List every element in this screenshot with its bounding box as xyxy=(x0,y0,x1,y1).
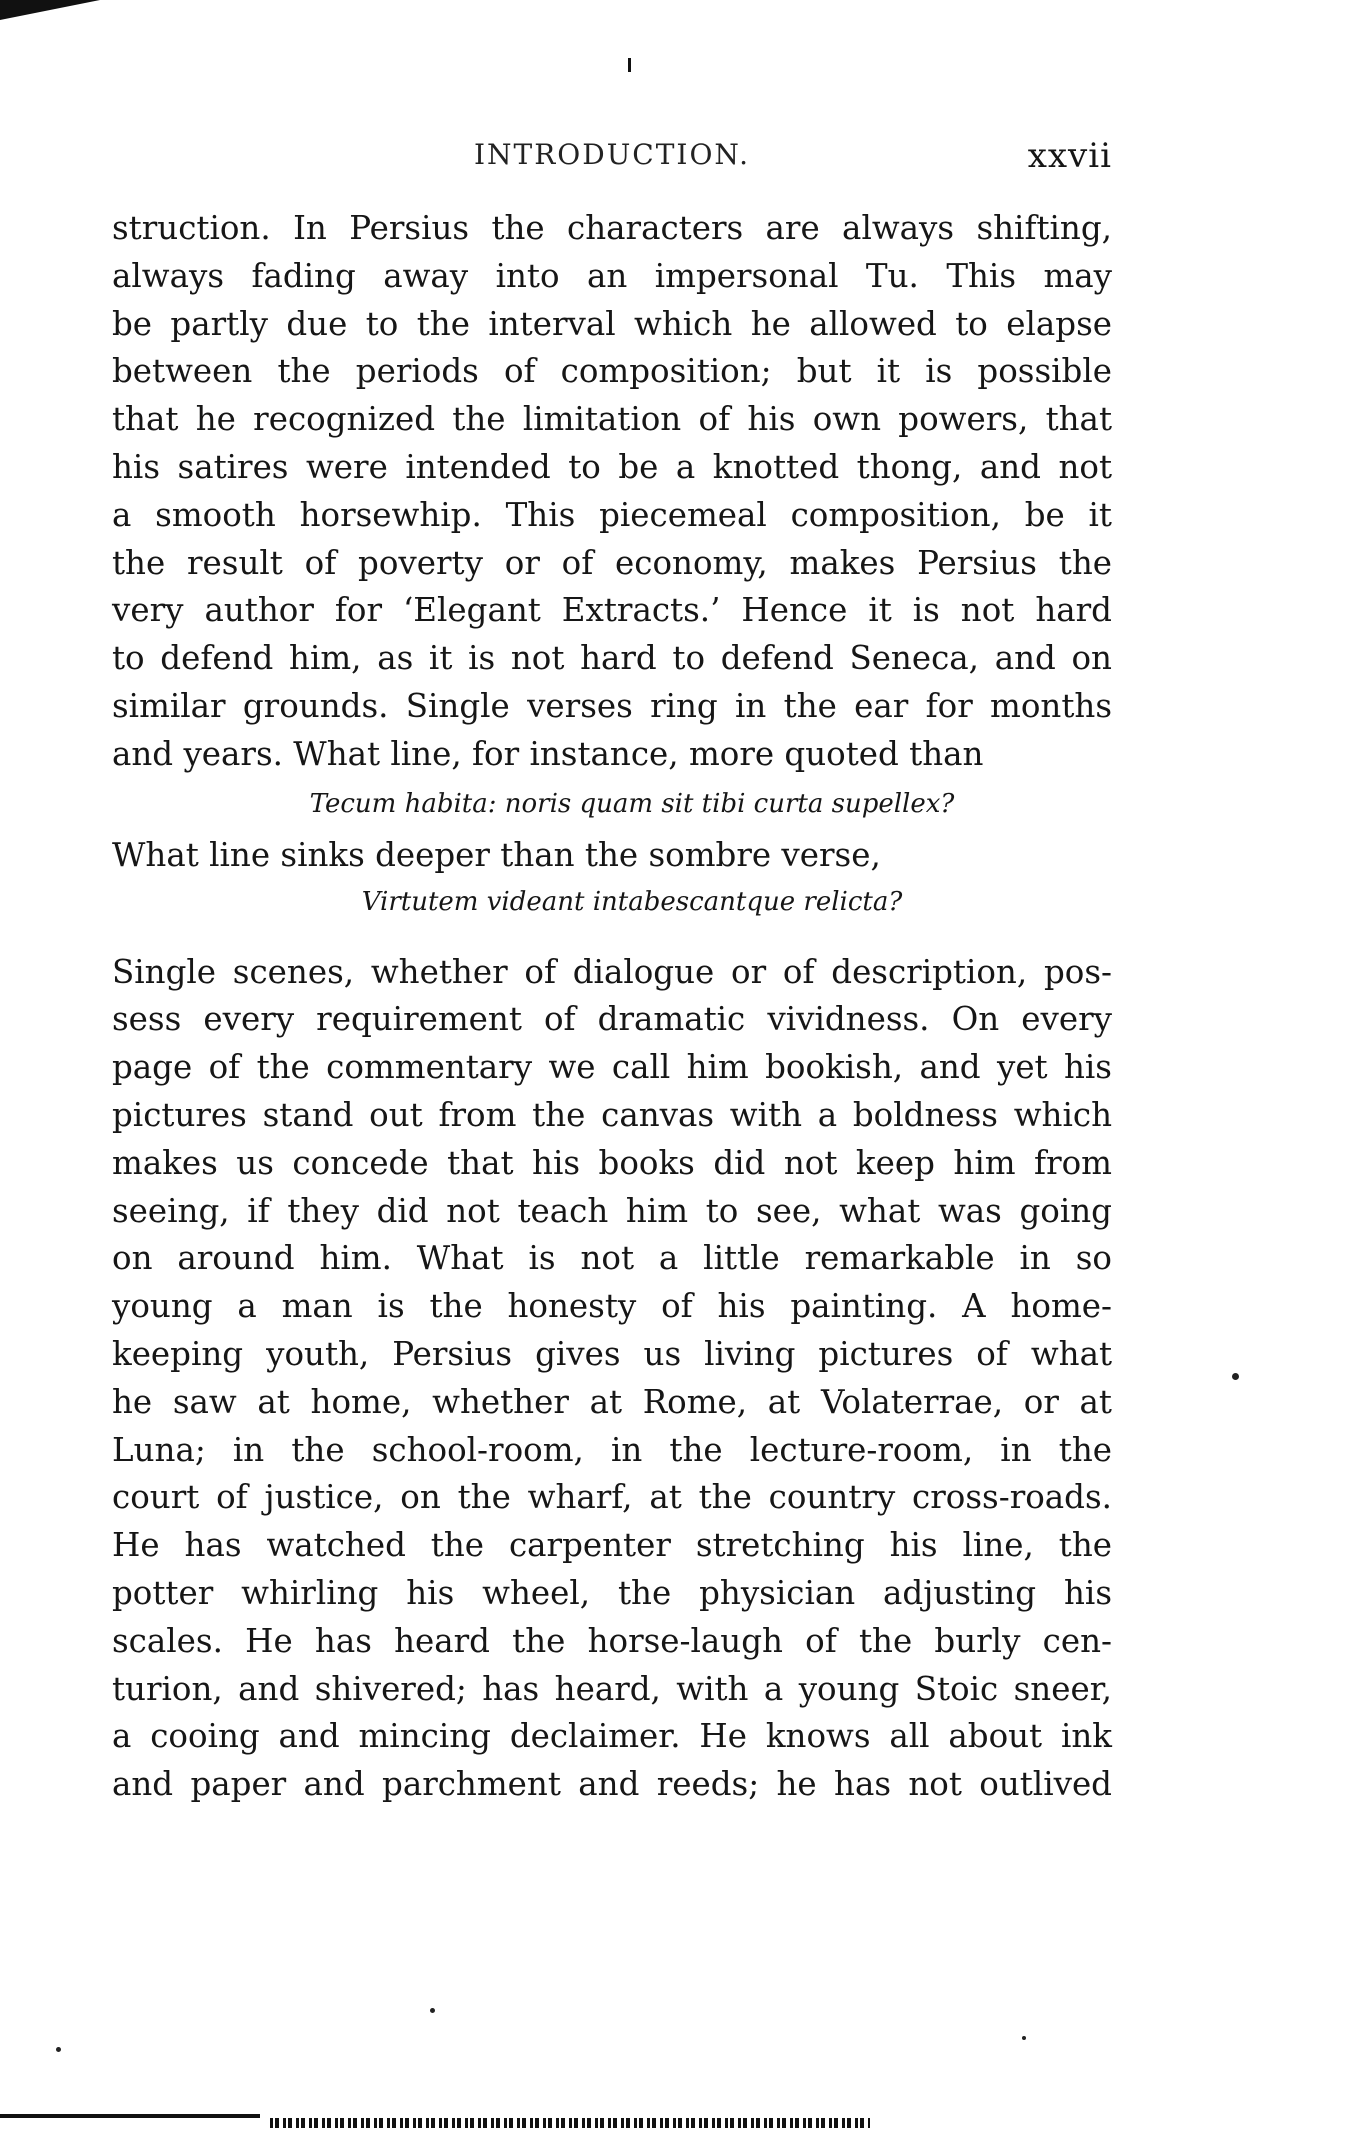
text-line: to defend him, as it is not hard to defend Seneca, and on xyxy=(112,639,1112,678)
text-line: scales. He has heard the horse-laugh of the burly cen- xyxy=(112,1621,1112,1660)
running-head xyxy=(112,132,1112,180)
text-line: turion, and shivered; has heard, with a young Stoic sneer, xyxy=(112,1669,1112,1708)
scan-edge-noise xyxy=(270,2118,870,2128)
scan-speck xyxy=(56,2047,61,2052)
text-line: Luna; in the school-room, in the lecture-room, in the xyxy=(112,1430,1112,1469)
body-text xyxy=(112,205,1112,1809)
text-line: makes us concede that his books did not keep him from xyxy=(112,1143,1112,1182)
text-line: a smooth horsewhip. This piecemeal composition, be it xyxy=(112,495,1112,534)
text-line: potter whirling his wheel, the physician adjusting his xyxy=(112,1573,1112,1612)
text-line: He has watched the carpenter stretching his line, the xyxy=(112,1526,1112,1565)
text-line: pictures stand out from the canvas with a boldness which xyxy=(112,1095,1112,1134)
text-line: the result of poverty or of economy, makes Persius the xyxy=(112,543,1112,582)
text-line: his satires were intended to be a knotted thong, and not xyxy=(112,447,1112,486)
text-line: between the periods of composition; but it is possible xyxy=(112,352,1112,391)
scan-edge-line xyxy=(0,2114,260,2118)
scan-tick-mark xyxy=(628,58,631,72)
running-head-title: INTRODUCTION. xyxy=(473,138,751,171)
text-line: page of the commentary we call him bookish, and yet his xyxy=(112,1048,1112,1087)
scan-corner-mark xyxy=(0,0,100,20)
text-line: young a man is the honesty of his painting. A home- xyxy=(112,1287,1112,1326)
text-line: Single scenes, whether of dialogue or of description, pos- xyxy=(112,952,1112,991)
text-line: struction. In Persius the characters are always shifting, xyxy=(112,209,1112,247)
text-line: a cooing and mincing declaimer. He knows all about ink xyxy=(112,1717,1112,1756)
text-line: very author for ‘Elegant Extracts.’ Hence it is not hard xyxy=(112,591,1112,630)
text-line: seeing, if they did not teach him to see, what was going xyxy=(112,1191,1112,1230)
text-line: be partly due to the interval which he allowed to elapse xyxy=(112,304,1112,343)
scan-speck xyxy=(1232,1373,1239,1380)
text-line: keeping youth, Persius gives us living pictures of what xyxy=(112,1334,1112,1373)
latin-quotation: Virtutem videant intabescantque relicta? xyxy=(361,886,903,917)
text-line: What line sinks deeper than the sombre verse, xyxy=(112,835,881,874)
text-line: and years. What line, for instance, more quoted than xyxy=(112,734,984,773)
text-line: similar grounds. Single verses ring in the ear for months xyxy=(112,686,1112,725)
latin-quotation: Tecum habita: noris quam sit tibi curta supellex? xyxy=(309,788,955,819)
text-line: sess every requirement of dramatic vividness. On every xyxy=(112,1000,1112,1039)
text-line: and paper and parchment and reeds; he has not outlived xyxy=(112,1765,1112,1804)
text-line: on around him. What is not a little remarkable in so xyxy=(112,1239,1112,1278)
scan-speck xyxy=(430,2008,435,2013)
scan-speck xyxy=(1022,2036,1026,2040)
text-line: always fading away into an impersonal Tu. This may xyxy=(112,256,1112,295)
text-line: court of justice, on the wharf, at the country cross-roads. xyxy=(112,1478,1112,1517)
text-line: that he recognized the limitation of his own powers, that xyxy=(112,400,1112,439)
page-number: xxvii xyxy=(1027,136,1112,176)
text-line: he saw at home, whether at Rome, at Volaterrae, or at xyxy=(112,1382,1112,1421)
